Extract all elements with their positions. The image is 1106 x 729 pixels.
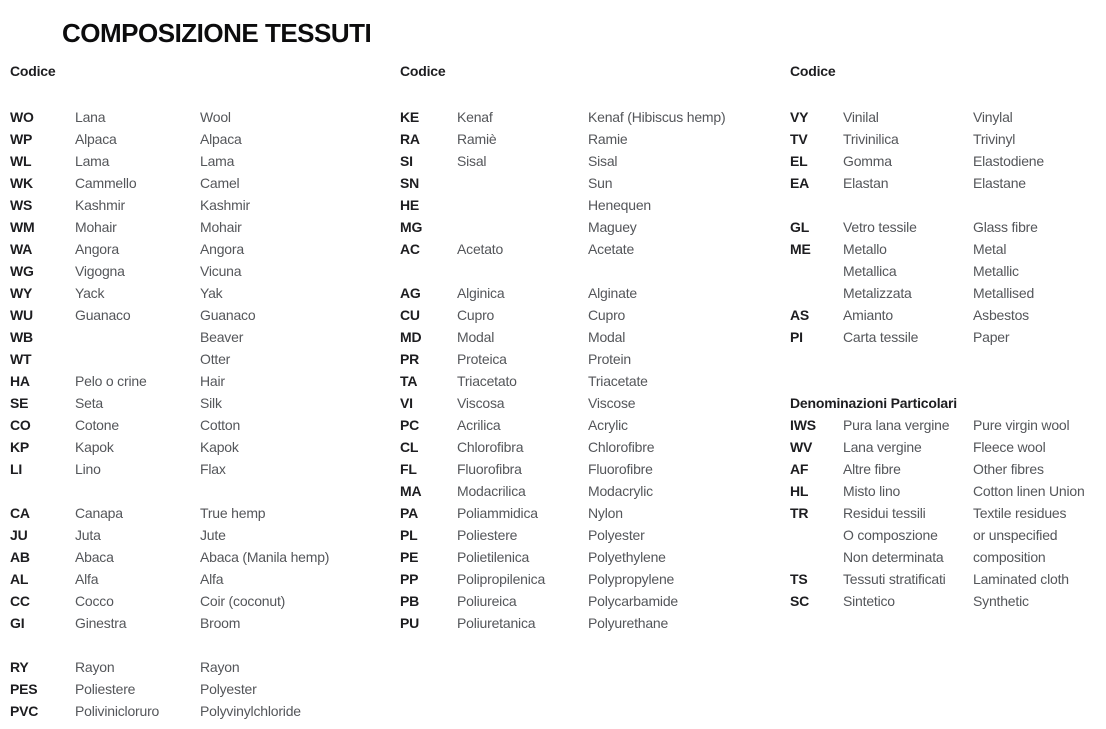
fabric-code: AL <box>10 571 29 587</box>
fabric-name-italian: Lama <box>75 153 110 169</box>
fabric-name-english: Coir (coconut) <box>200 593 286 609</box>
fabric-name-english: Polyester <box>588 527 645 543</box>
fabric-name-italian: Rayon <box>75 659 115 675</box>
fabric-code: JU <box>10 527 28 543</box>
fabric-name-english: Broom <box>200 615 241 631</box>
fabric-row <box>10 304 385 326</box>
fabric-name-italian: Sintetico <box>843 593 895 609</box>
fabric-name-english: Polyester <box>200 681 257 697</box>
fabric-name-italian: Triacetato <box>457 373 517 389</box>
fabric-name-english: Kapok <box>200 439 239 455</box>
fabric-row <box>10 260 385 282</box>
fabric-row <box>400 524 765 546</box>
column-natural-fibres <box>10 60 385 722</box>
fabric-code: WP <box>10 131 33 147</box>
fabric-name-italian: Polietilenica <box>457 549 530 565</box>
fabric-name-english: Polycarbamide <box>588 593 678 609</box>
fabric-code <box>790 260 843 282</box>
fabric-row <box>10 590 385 612</box>
fabric-code: CU <box>400 307 420 323</box>
fabric-name-english: Viscose <box>588 395 636 411</box>
fabric-row <box>790 414 1102 436</box>
fabric-row <box>400 392 765 414</box>
fabric-code: WB <box>10 329 33 345</box>
fabric-row <box>400 238 765 260</box>
fabric-code: WS <box>10 197 33 213</box>
fabric-name-italian: Juta <box>75 527 101 543</box>
fabric-name-english: Hair <box>200 373 225 389</box>
fabric-row <box>790 238 1102 260</box>
fabric-row <box>10 458 385 480</box>
fabric-code <box>790 546 843 568</box>
fabric-name-italian: Poliureica <box>457 593 517 609</box>
fabric-name-english: Rayon <box>200 659 240 675</box>
fabric-name-italian: Ramiè <box>457 131 497 147</box>
fabric-name-italian: Lana vergine <box>843 439 922 455</box>
fabric-name-italian: Abaca <box>75 549 114 565</box>
fabric-name-english: Maguey <box>588 219 637 235</box>
fabric-name-italian: Lana <box>75 109 106 125</box>
fabric-name-italian: Metallica <box>843 263 897 279</box>
fabric-code: PB <box>400 593 420 609</box>
fabric-name-english: Metallised <box>973 285 1035 301</box>
fabric-code: PP <box>400 571 419 587</box>
fabric-name-italian: Poliestere <box>75 681 136 697</box>
fabric-name-italian: Alpaca <box>75 131 117 147</box>
fabric-code-group <box>10 656 385 722</box>
fabric-name-italian: Alginica <box>457 285 505 301</box>
fabric-name-english: Polyvinylchloride <box>200 703 301 719</box>
fabric-name-italian <box>457 194 588 216</box>
fabric-row <box>400 304 765 326</box>
fabric-name-english: Cupro <box>588 307 626 323</box>
fabric-code-group <box>790 216 1102 348</box>
fabric-name-italian <box>457 172 588 194</box>
fabric-code: WT <box>10 351 32 367</box>
fabric-name-english: Modacrylic <box>588 483 653 499</box>
fabric-row <box>400 128 765 150</box>
fabric-code: MD <box>400 329 422 345</box>
fabric-name-english: Henequen <box>588 197 652 213</box>
fabric-name-english: Triacetate <box>588 373 648 389</box>
fabric-name-italian: O composzione <box>843 527 938 543</box>
fabric-name-english: True hemp <box>200 505 266 521</box>
fabric-code: AG <box>400 285 421 301</box>
fabric-name-english: Polypropylene <box>588 571 675 587</box>
fabric-code-group <box>790 414 1102 612</box>
fabric-name-english: Kashmir <box>200 197 250 213</box>
fabric-row <box>790 546 1102 568</box>
fabric-name-english: Cotton <box>200 417 241 433</box>
fabric-row <box>790 326 1102 348</box>
fabric-name-english: Fluorofibre <box>588 461 653 477</box>
fabric-name-english: Cotton linen Union <box>973 483 1085 499</box>
fabric-name-english: Vicuna <box>200 263 242 279</box>
fabric-code: VI <box>400 395 413 411</box>
fabric-name-english: composition <box>973 549 1046 565</box>
fabric-code: PL <box>400 527 418 543</box>
fabric-row <box>400 502 765 524</box>
fabric-row <box>790 304 1102 326</box>
fabric-name-italian: Vetro tessile <box>843 219 917 235</box>
fabric-code: GI <box>10 615 25 631</box>
fabric-row <box>790 568 1102 590</box>
fabric-code: WG <box>10 263 34 279</box>
fabric-name-italian: Cotone <box>75 417 119 433</box>
fabric-name-english: Flax <box>200 461 226 477</box>
fabric-name-italian: Modal <box>457 329 495 345</box>
fabric-row <box>400 480 765 502</box>
fabric-code: PC <box>400 417 420 433</box>
fabric-row <box>790 480 1102 502</box>
fabric-name-english: Polyethylene <box>588 549 666 565</box>
fabric-row <box>400 326 765 348</box>
fabric-code: MA <box>400 483 422 499</box>
fabric-code: SI <box>400 153 413 169</box>
fabric-name-italian: Vigogna <box>75 263 125 279</box>
fabric-code: EA <box>790 175 810 191</box>
fabric-code: VY <box>790 109 809 125</box>
fabric-row <box>10 612 385 634</box>
fabric-code: FL <box>400 461 417 477</box>
fabric-name-english: Vinylal <box>973 109 1013 125</box>
fabric-name-italian <box>457 216 588 238</box>
fabric-code: GL <box>790 219 810 235</box>
fabric-code: KE <box>400 109 420 125</box>
fabric-code: IWS <box>790 417 816 433</box>
fabric-name-italian: Acrilica <box>457 417 501 433</box>
fabric-name-italian: Guanaco <box>75 307 131 323</box>
fabric-name-italian: Misto lino <box>843 483 901 499</box>
fabric-row <box>790 260 1102 282</box>
fabric-row <box>400 150 765 172</box>
fabric-name-english: Acetate <box>588 241 635 257</box>
fabric-name-italian: Canapa <box>75 505 123 521</box>
fabric-row <box>400 106 765 128</box>
fabric-name-english: Camel <box>200 175 240 191</box>
fabric-name-english: Chlorofibre <box>588 439 655 455</box>
fabric-code: WO <box>10 109 34 125</box>
fabric-name-italian: Elastan <box>843 175 889 191</box>
fabric-name-english: Sun <box>588 175 613 191</box>
fabric-name-italian: Vinilal <box>843 109 879 125</box>
fabric-code: CL <box>400 439 419 455</box>
fabric-code: TA <box>400 373 418 389</box>
fabric-row <box>10 106 385 128</box>
fabric-row <box>10 150 385 172</box>
fabric-name-english: Trivinyl <box>973 131 1016 147</box>
fabric-name-italian: Proteica <box>457 351 507 367</box>
fabric-row <box>790 502 1102 524</box>
fabric-name-italian: Residui tessili <box>843 505 926 521</box>
fabric-name-english: or unspecified <box>973 527 1058 543</box>
fabric-row <box>10 414 385 436</box>
fabric-code-group <box>10 106 385 480</box>
fabric-name-english: Modal <box>588 329 626 345</box>
fabric-code: AC <box>400 241 420 257</box>
fabric-row <box>400 546 765 568</box>
fabric-code: WY <box>10 285 33 301</box>
fabric-name-italian: Altre fibre <box>843 461 901 477</box>
fabric-name-italian: Yack <box>75 285 105 301</box>
fabric-name-english: Abaca (Manila hemp) <box>200 549 330 565</box>
fabric-code: PE <box>400 549 419 565</box>
fabric-row <box>400 370 765 392</box>
fabric-row <box>400 282 765 304</box>
fabric-name-english: Angora <box>200 241 244 257</box>
fabric-code: LI <box>10 461 23 477</box>
fabric-code-group <box>790 106 1102 194</box>
column-synthetic-other <box>790 60 1102 612</box>
fabric-code: PR <box>400 351 420 367</box>
fabric-code: CO <box>10 417 31 433</box>
fabric-name-english: Acrylic <box>588 417 628 433</box>
fabric-name-italian: Carta tessile <box>843 329 919 345</box>
fabric-name-italian: Amianto <box>843 307 893 323</box>
fabric-row <box>400 348 765 370</box>
fabric-name-english: Textile residues <box>973 505 1067 521</box>
fabric-row <box>10 128 385 150</box>
fabric-name-italian: Sisal <box>457 153 487 169</box>
fabric-name-english: Wool <box>200 109 231 125</box>
fabric-row <box>10 194 385 216</box>
fabric-name-italian: Viscosa <box>457 395 505 411</box>
fabric-row <box>10 524 385 546</box>
page-title: COMPOSIZIONE TESSUTI <box>62 18 372 48</box>
fabric-code: PA <box>400 505 419 521</box>
fabric-row <box>790 590 1102 612</box>
fabric-name-english: Asbestos <box>973 307 1029 323</box>
fabric-row <box>400 436 765 458</box>
fabric-name-italian: Kapok <box>75 439 114 455</box>
section-header-denominazioni-particolari: Denominazioni Particolari <box>790 395 957 411</box>
fabric-row <box>400 172 765 194</box>
fabric-row <box>400 568 765 590</box>
fabric-name-english: Beaver <box>200 329 244 345</box>
fabric-name-italian <box>75 348 200 370</box>
fabric-code: CC <box>10 593 30 609</box>
fabric-name-italian: Ginestra <box>75 615 127 631</box>
fabric-code-group <box>10 502 385 634</box>
fabric-code <box>790 524 843 546</box>
column-vegetable-manmade-fibres <box>400 60 765 634</box>
fabric-row <box>790 436 1102 458</box>
fabric-row <box>10 700 385 722</box>
fabric-row <box>10 568 385 590</box>
fabric-name-italian: Acetato <box>457 241 504 257</box>
fabric-name-italian: Modacrilica <box>457 483 526 499</box>
fabric-name-italian: Lino <box>75 461 101 477</box>
fabric-name-italian: Poliuretanica <box>457 615 536 631</box>
fabric-name-english: Silk <box>200 395 222 411</box>
fabric-row <box>10 392 385 414</box>
fabric-row <box>10 172 385 194</box>
fabric-name-english: Yak <box>200 285 223 301</box>
fabric-name-italian: Pura lana vergine <box>843 417 950 433</box>
fabric-name-italian: Chlorofibra <box>457 439 524 455</box>
fabric-code: ME <box>790 241 811 257</box>
fabric-code: HL <box>790 483 809 499</box>
fabric-row <box>790 172 1102 194</box>
fabric-row <box>10 348 385 370</box>
fabric-name-italian: Cammello <box>75 175 137 191</box>
fabric-code: KP <box>10 439 30 455</box>
fabric-name-english: Elastodiene <box>973 153 1044 169</box>
fabric-row <box>10 326 385 348</box>
fabric-code: WV <box>790 439 813 455</box>
fabric-name-italian: Fluorofibra <box>457 461 522 477</box>
fabric-code <box>790 282 843 304</box>
fabric-row <box>790 150 1102 172</box>
fabric-name-english: Mohair <box>200 219 242 235</box>
fabric-name-english: Fleece wool <box>973 439 1046 455</box>
fabric-code: SC <box>790 593 810 609</box>
fabric-code: WU <box>10 307 33 323</box>
fabric-name-italian: Cupro <box>457 307 495 323</box>
fabric-name-english: Lama <box>200 153 235 169</box>
fabric-row <box>790 524 1102 546</box>
fabric-name-english: Otter <box>200 351 231 367</box>
fabric-code: PI <box>790 329 803 345</box>
fabric-code: AB <box>10 549 30 565</box>
fabric-name-english: Polyurethane <box>588 615 669 631</box>
fabric-row <box>400 590 765 612</box>
fabric-row <box>10 370 385 392</box>
fabric-name-english: Nylon <box>588 505 623 521</box>
fabric-name-english: Sisal <box>588 153 618 169</box>
fabric-name-italian: Metallo <box>843 241 887 257</box>
fabric-code: HA <box>10 373 30 389</box>
fabric-row <box>790 106 1102 128</box>
fabric-name-italian: Cocco <box>75 593 114 609</box>
fabric-name-italian: Mohair <box>75 219 117 235</box>
fabric-name-english: Metallic <box>973 263 1019 279</box>
fabric-code: HE <box>400 197 420 213</box>
fabric-code: PU <box>400 615 420 631</box>
fabric-name-english: Protein <box>588 351 631 367</box>
fabric-row <box>400 458 765 480</box>
fabric-name-italian <box>75 326 200 348</box>
fabric-code: RA <box>400 131 420 147</box>
fabric-row <box>790 128 1102 150</box>
fabric-name-italian: Poliammidica <box>457 505 538 521</box>
fabric-name-english: Alginate <box>588 285 637 301</box>
fabric-name-italian: Non determinata <box>843 549 944 565</box>
codice-header: Codice <box>10 63 56 79</box>
fabric-name-english: Pure virgin wool <box>973 417 1070 433</box>
fabric-name-english: Guanaco <box>200 307 256 323</box>
fabric-name-english: Metal <box>973 241 1007 257</box>
fabric-name-english: Synthetic <box>973 593 1029 609</box>
fabric-name-italian: Metalizzata <box>843 285 912 301</box>
fabric-code: TR <box>790 505 809 521</box>
fabric-row <box>10 216 385 238</box>
fabric-name-italian: Polipropilenica <box>457 571 546 587</box>
fabric-name-english: Elastane <box>973 175 1026 191</box>
fabric-code: PES <box>10 681 38 697</box>
fabric-row <box>10 282 385 304</box>
fabric-name-italian: Alfa <box>75 571 99 587</box>
fabric-name-italian: Trivinilica <box>843 131 899 147</box>
fabric-code: TS <box>790 571 808 587</box>
fabric-name-english: Jute <box>200 527 226 543</box>
fabric-row <box>10 436 385 458</box>
fabric-code: RY <box>10 659 29 675</box>
fabric-code: WA <box>10 241 33 257</box>
fabric-code: TV <box>790 131 808 147</box>
fabric-row <box>400 414 765 436</box>
fabric-name-english: Paper <box>973 329 1010 345</box>
fabric-row <box>790 282 1102 304</box>
fabric-name-english: Alpaca <box>200 131 242 147</box>
fabric-name-italian: Kenaf <box>457 109 493 125</box>
fabric-name-english: Glass fibre <box>973 219 1038 235</box>
fabric-name-english: Laminated cloth <box>973 571 1069 587</box>
fabric-row <box>10 678 385 700</box>
fabric-name-italian: Poliestere <box>457 527 518 543</box>
fabric-row <box>10 656 385 678</box>
fabric-row <box>400 612 765 634</box>
fabric-code: PVC <box>10 703 39 719</box>
fabric-row <box>790 458 1102 480</box>
fabric-row <box>10 546 385 568</box>
fabric-name-english: Other fibres <box>973 461 1044 477</box>
codice-header: Codice <box>790 63 836 79</box>
fabric-code: SE <box>10 395 29 411</box>
fabric-code-group <box>400 106 765 260</box>
fabric-code: AS <box>790 307 810 323</box>
fabric-code: WL <box>10 153 32 169</box>
fabric-code: WM <box>10 219 35 235</box>
fabric-code: SN <box>400 175 420 191</box>
fabric-row <box>10 502 385 524</box>
fabric-row <box>400 216 765 238</box>
fabric-name-italian: Kashmir <box>75 197 125 213</box>
fabric-row <box>10 238 385 260</box>
fabric-name-italian: Tessuti stratificati <box>843 571 946 587</box>
fabric-row <box>790 216 1102 238</box>
fabric-row <box>400 194 765 216</box>
codice-header: Codice <box>400 63 446 79</box>
fabric-name-italian: Pelo o crine <box>75 373 147 389</box>
fabric-name-english: Kenaf (Hibiscus hemp) <box>588 109 726 125</box>
fabric-name-italian: Polivinicloruro <box>75 703 160 719</box>
fabric-name-english: Alfa <box>200 571 224 587</box>
fabric-code: MG <box>400 219 423 235</box>
fabric-code: AF <box>790 461 809 477</box>
fabric-name-italian: Gomma <box>843 153 892 169</box>
fabric-name-italian: Angora <box>75 241 119 257</box>
fabric-code: WK <box>10 175 33 191</box>
fabric-code: EL <box>790 153 808 169</box>
fabric-code: CA <box>10 505 30 521</box>
fabric-name-italian: Seta <box>75 395 103 411</box>
fabric-code-group <box>400 282 765 634</box>
fabric-name-english: Ramie <box>588 131 628 147</box>
